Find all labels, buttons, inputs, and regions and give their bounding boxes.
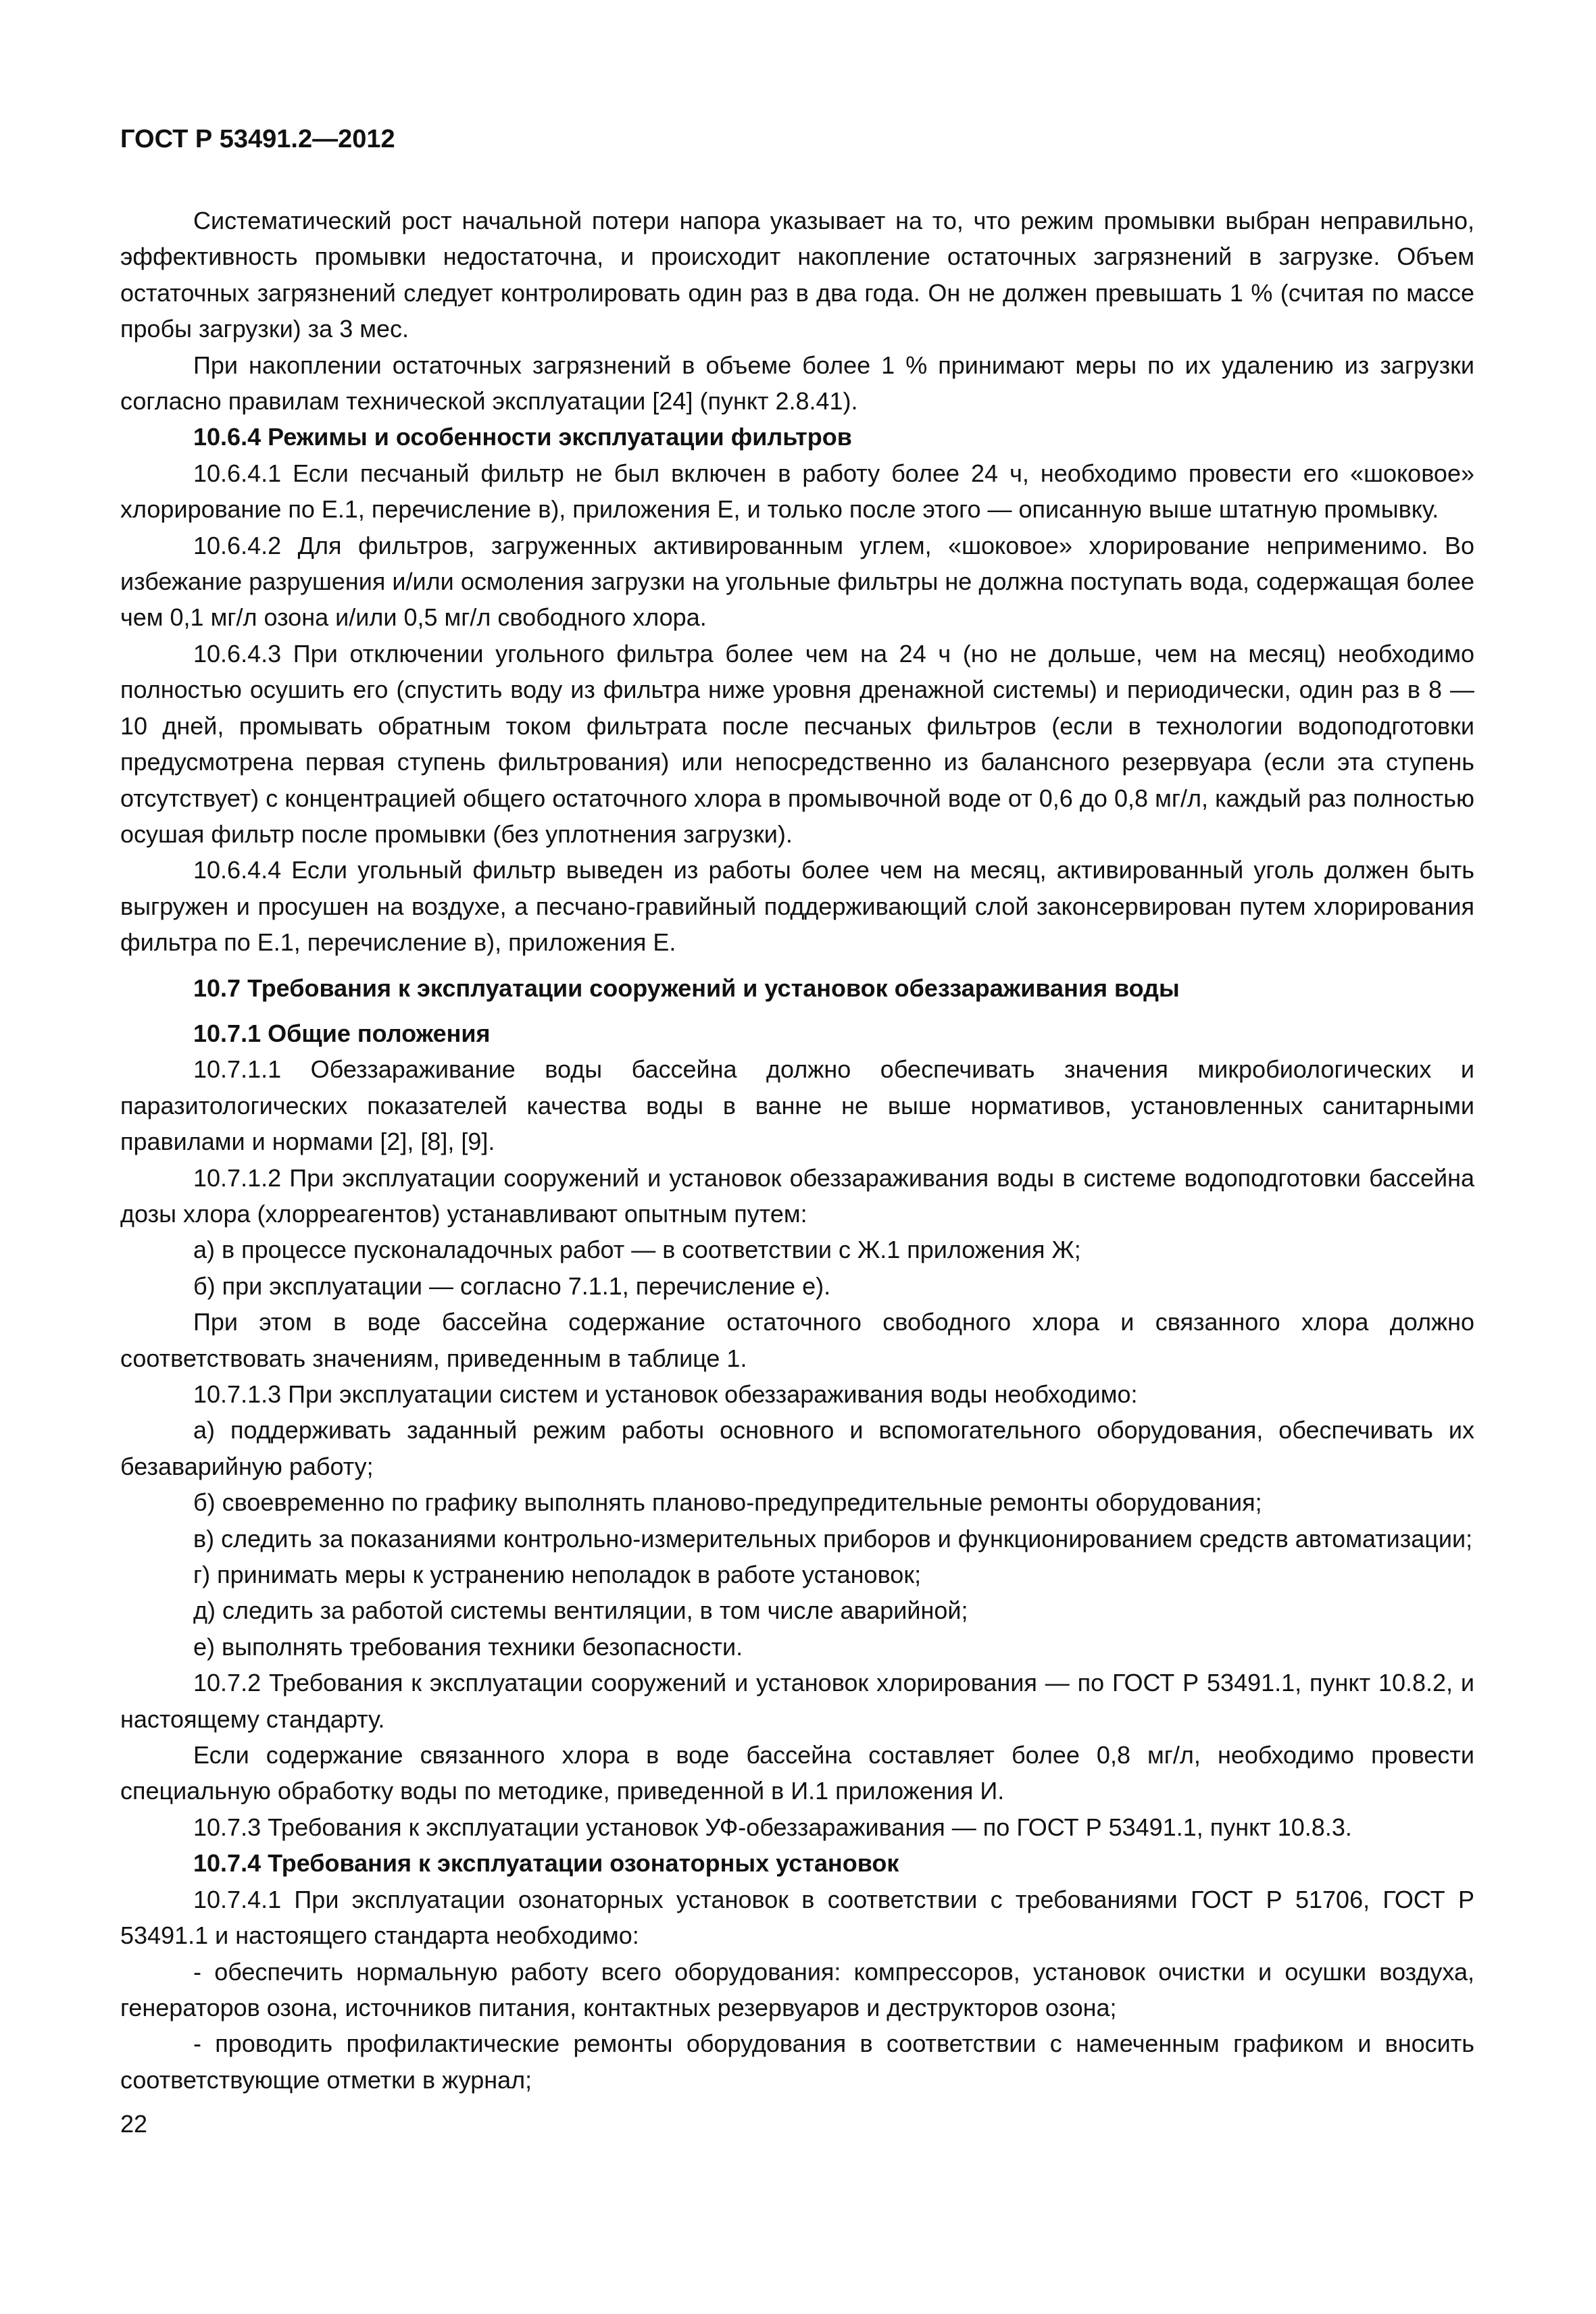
paragraph: 10.7.4.1 При эксплуатации озонаторных установок в соответствии с требованиями ГОСТ Р 51706, ГОСТ Р 53491.1 и настоящего стандарта необходимо: xyxy=(120,1885,1474,1950)
paragraph: 10.7.1.1 Обеззараживание воды бассейна должно обеспечивать значения микробиологических и паразитологических показателей качества воды в ванне не выше нормативов, установленных санитарными правилами и нормами [2], [8], [9]. xyxy=(120,1055,1474,1156)
list-item: б) при эксплуатации — согласно 7.1.1, перечисление е). xyxy=(193,1272,831,1300)
section-heading-10-6-4: 10.6.4 Режимы и особенности эксплуатации фильтров xyxy=(193,423,852,451)
paragraph: При этом в воде бассейна содержание остаточного свободного хлора и связанного хлора должно соответствовать значениям, приведенным в таблице 1. xyxy=(120,1308,1474,1372)
list-item: в) следить за показаниями контрольно-измерительных приборов и функционированием средств автоматизации; xyxy=(193,1524,1473,1553)
list-item: а) в процессе пусконаладочных работ — в соответствии с Ж.1 приложения Ж; xyxy=(193,1236,1081,1264)
list-item: б) своевременно по графику выполнять планово-предупредительные ремонты оборудования; xyxy=(193,1488,1262,1517)
paragraph: 10.6.4.4 Если угольный фильтр выведен из работы более чем на месяц, активированный уголь должен быть выгружен и просушен на воздухе, а песчано-гравийный поддерживающий слой законсервирован путем хлорирования фильтра по Е.1, перечисление в), приложения Е. xyxy=(120,856,1474,957)
page-number: 22 xyxy=(120,2110,148,2138)
paragraph: 10.7.3 Требования к эксплуатации установок УФ-обеззараживания — по ГОСТ Р 53491.1, пункт 10.8.3. xyxy=(193,1813,1352,1841)
section-heading-10-7-4: 10.7.4 Требования к эксплуатации озонаторных установок xyxy=(193,1849,899,1878)
paragraph: 10.7.1.2 При эксплуатации сооружений и установок обеззараживания воды в системе водоподготовки бассейна дозы хлора (хлорреагентов) устанавливают опытным путем: xyxy=(120,1163,1474,1228)
section-heading-10-7-1: 10.7.1 Общие положения xyxy=(193,1019,491,1047)
document-code-header: ГОСТ Р 53491.2—2012 xyxy=(120,125,395,153)
list-item: д) следить за работой системы вентиляции, в том числе аварийной; xyxy=(193,1596,968,1625)
list-item: г) принимать меры к устранению неполадок в работе установок; xyxy=(193,1561,922,1589)
paragraph: Систематический рост начальной потери напора указывает на то, что режим промывки выбран неправильно, эффективность промывки недостаточна, и происходит накопление остаточных загрязнений в загрузке. Объем остаточных загрязнений следует контролировать один раз в два года. Он не должен превышать 1 % (считая по массе пробы загрузки) за 3 мес. xyxy=(120,207,1474,343)
paragraph: 10.7.2 Требования к эксплуатации сооружений и установок хлорирования — по ГОСТ Р 53491.1, пункт 10.8.2, и настоящему стандарту. xyxy=(120,1669,1474,1733)
paragraph: 10.6.4.2 Для фильтров, загруженных активированным углем, «шоковое» хлорирование неприменимо. Во избежание разрушения и/или осмоления загрузки на угольные фильтры не должна поступать вода, содержащая более чем 0,1 мг/л озона и/или 0,5 мг/л свободного хлора. xyxy=(120,531,1474,632)
list-item: - проводить профилактические ремонты оборудования в соответствии с намеченным графиком и вносить соответствующие отметки в журнал; xyxy=(120,2030,1474,2094)
paragraph: При накоплении остаточных загрязнений в объеме более 1 % принимают меры по их удалению из загрузки согласно правилам технической эксплуатации [24] (пункт 2.8.41). xyxy=(120,351,1474,416)
paragraph: Если содержание связанного хлора в воде бассейна составляет более 0,8 мг/л, необходимо провести специальную обработку воды по методике, приведенной в И.1 приложения И. xyxy=(120,1741,1474,1805)
list-item: а) поддерживать заданный режим работы основного и вспомогательного оборудования, обеспечивать их безаварийную работу; xyxy=(120,1416,1474,1480)
paragraph: 10.6.4.3 При отключении угольного фильтра более чем на 24 ч (но не дольше, чем на месяц) необходимо полностью осушить его (спустить воду из фильтра ниже уровня дренажной системы) и периодически, один раз в 8 — 10 дней, промывать обратным током фильтрата после песчаных фильтров (если в технологии водоподготовки предусмотрена первая ступень фильтрования) или непосредственно из балансного резервуара (если эта ступень отсутствует) с концентрацией общего остаточного хлора в промывочной воде от 0,6 до 0,8 мг/л, каждый раз полностью осушая фильтр после промывки (без уплотнения загрузки). xyxy=(120,639,1474,848)
document-body xyxy=(120,203,1474,2098)
paragraph: 10.7.1.3 При эксплуатации систем и установок обеззараживания воды необходимо: xyxy=(193,1380,1138,1408)
paragraph: 10.6.4.1 Если песчаный фильтр не был включен в работу более 24 ч, необходимо провести его «шоковое» хлорирование по Е.1, перечисление в), приложения Е, и только после этого — описанную выше штатную промывку. xyxy=(120,459,1474,524)
list-item: - обеспечить нормальную работу всего оборудования: компрессоров, установок очистки и осушки воздуха, генераторов озона, источников питания, контактных резервуаров и деструкторов озона; xyxy=(120,1957,1474,2021)
section-heading-10-7: 10.7 Требования к эксплуатации сооружений и установок обеззараживания воды xyxy=(193,974,1180,1002)
list-item: е) выполнять требования техники безопасности. xyxy=(193,1632,743,1661)
